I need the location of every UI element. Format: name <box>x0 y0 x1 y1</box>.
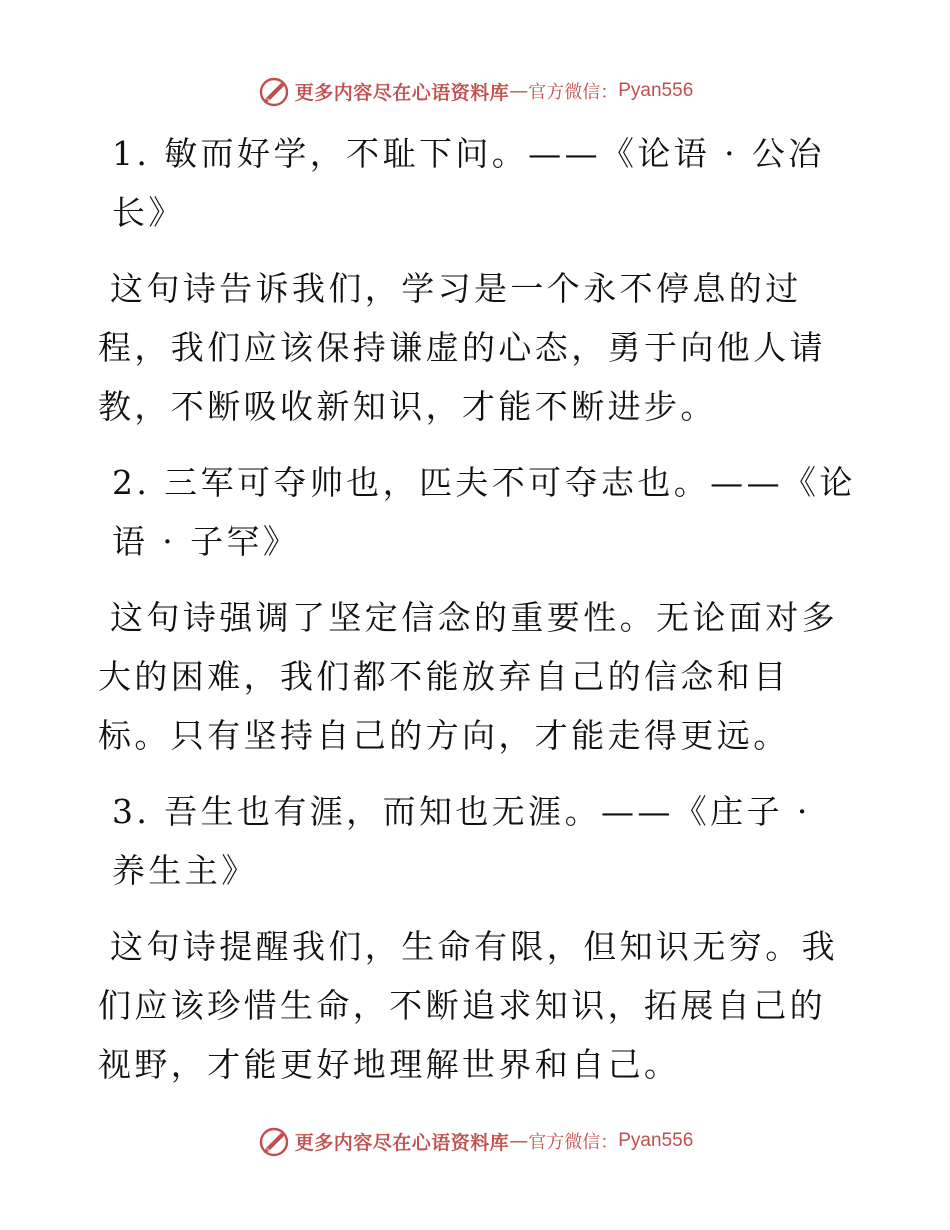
watermark-subtitle: 官方微信： <box>528 1132 619 1153</box>
watermark-title: 更多内容尽在心语资料库 <box>294 1131 510 1154</box>
quote-3: 3. 吾生也有涯，而知也无涯。——《庄子 · 养生主》 <box>112 792 811 890</box>
document-body <box>98 124 858 1111</box>
explanation-3: 这句诗提醒我们，生命有限，但知识无穷。我们应该珍惜生命，不断追求知识，拓展自己的视野，才能更好地理解世界和自己。 <box>98 927 838 1084</box>
explanation-2: 这句诗强调了坚定信念的重要性。无论面对多大的困难，我们都不能放弃自己的信念和目标。只有坚持自己的方向，才能走得更远。 <box>98 598 838 755</box>
pen-logo-icon <box>257 1124 291 1158</box>
watermark-wechat-id: Pyan556 <box>618 1130 694 1151</box>
watermark-dash: — <box>509 1130 529 1152</box>
explanation-1: 这句诗告诉我们，学习是一个永不停息的过程，我们应该保持谦虚的心态，勇于向他人请教，不断吸收新知识，才能不断进步。 <box>98 269 826 426</box>
quote-2: 2. 三军可夺帅也，匹夫不可夺志也。——《论语 · 子罕》 <box>112 463 856 561</box>
watermark-dash: — <box>509 80 529 102</box>
footer-watermark <box>0 1121 950 1161</box>
watermark-wechat-id: Pyan556 <box>618 80 694 101</box>
watermark-title: 更多内容尽在心语资料库 <box>294 81 510 104</box>
pen-logo-icon <box>257 74 291 108</box>
quote-1: 1. 敏而好学，不耻下问。——《论语 · 公冶长》 <box>112 134 825 232</box>
watermark-subtitle: 官方微信： <box>528 82 619 103</box>
header-watermark <box>0 71 950 111</box>
